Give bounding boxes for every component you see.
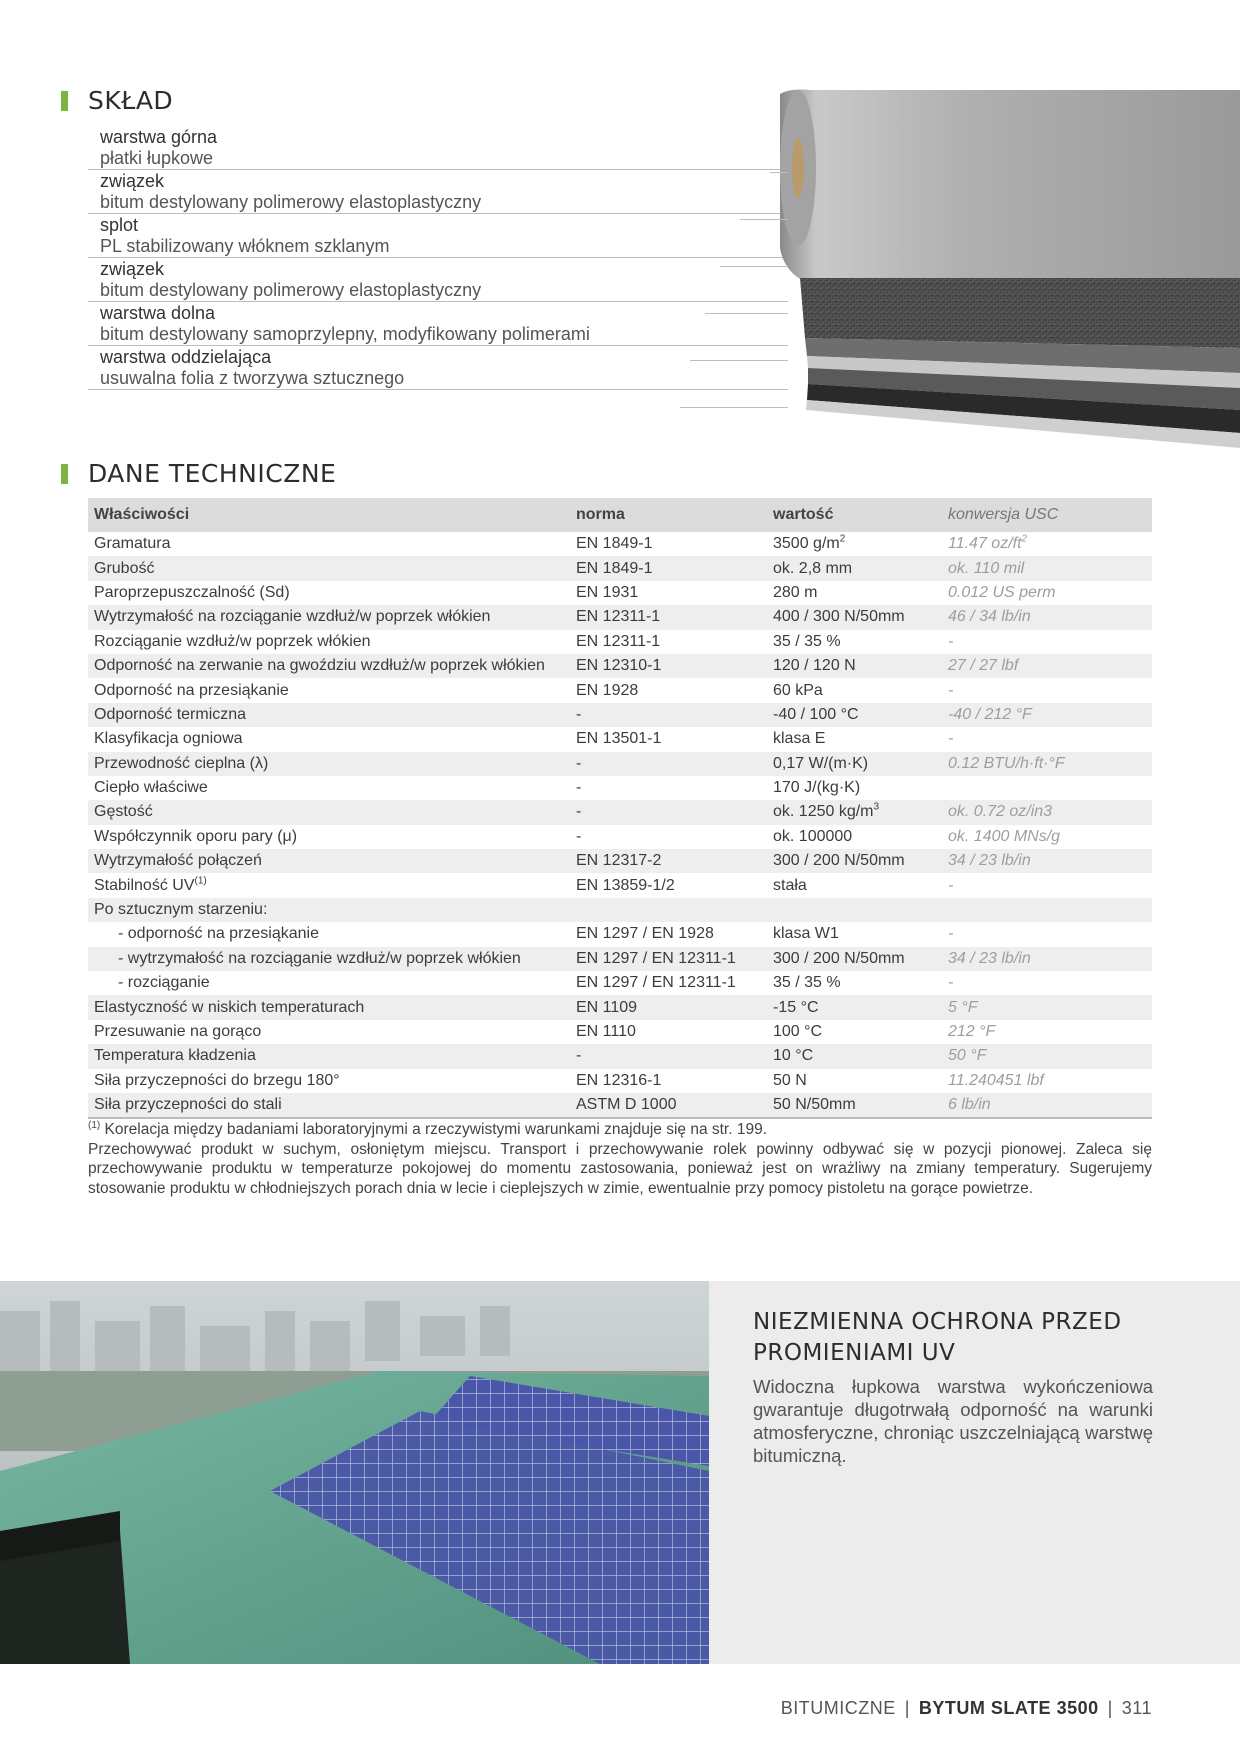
cell-property (88, 654, 570, 678)
cell-property (88, 776, 570, 800)
cell-norm-text: EN 12310-1 (576, 657, 662, 675)
cell-value (767, 922, 942, 946)
layer-name: warstwa górna (100, 127, 218, 147)
cell-norm (570, 581, 767, 605)
cell-usc (942, 800, 1152, 824)
uv-title: NIEZMIENNA OCHRONA PRZED PROMIENIAMI UV (753, 1309, 1122, 1366)
cell-property-text: Współczynnik oporu pary (μ) (94, 827, 298, 845)
cell-usc (942, 898, 1152, 922)
cell-usc (942, 581, 1152, 605)
cell-property-text: Wytrzymałość połączeń (94, 852, 262, 870)
cell-norm-text: ASTM D 1000 (576, 1096, 677, 1114)
cell-norm (570, 873, 767, 897)
layer-name: związek (100, 259, 165, 279)
cell-property (88, 703, 570, 727)
cell-value (767, 995, 942, 1019)
composition-layer (88, 258, 788, 302)
uv-protection-panel (709, 1281, 1240, 1664)
cell-value (767, 776, 942, 800)
cell-usc-text: 50 °F (948, 1047, 987, 1065)
cell-value-text: -40 / 100 °C (773, 705, 859, 723)
cell-property-text: Ciepło właściwe (94, 779, 208, 797)
cell-value-text: klasa E (773, 730, 826, 748)
table-row (88, 995, 1152, 1019)
cell-usc (942, 995, 1152, 1019)
cell-value-text: 50 N (773, 1071, 807, 1089)
cell-property (88, 922, 570, 946)
cell-norm (570, 947, 767, 971)
cell-value-text: 10 °C (773, 1047, 814, 1065)
cell-value (767, 1069, 942, 1093)
cell-usc-text: 11.47 oz/ft (948, 535, 1022, 553)
layer-description: bitum destylowany polimerowy elastoplastyczny (100, 280, 482, 300)
cell-property (88, 556, 570, 580)
cell-property (88, 630, 570, 654)
cell-norm-text: EN 1297 / EN 12311-1 (576, 974, 736, 992)
cell-property-text: Paroprzepuszczalność (Sd) (94, 583, 290, 601)
cell-value (767, 800, 942, 824)
cell-norm (570, 1069, 767, 1093)
cell-value-text: ok. 1250 kg/m (773, 803, 874, 821)
composition-layer (88, 346, 788, 390)
cell-norm-text: - (576, 754, 582, 772)
cell-value-text: 300 / 200 N/50mm (773, 949, 905, 967)
cell-norm-text: EN 12311-1 (576, 608, 661, 626)
footnotes (88, 1120, 1152, 1198)
cell-property-text: Rozciąganie wzdłuż/w poprzek włókien (94, 632, 371, 650)
cell-norm-text: - (576, 803, 582, 821)
cell-value-text: 35 / 35 % (773, 632, 841, 650)
cell-usc-text: -40 / 212 °F (948, 705, 1032, 723)
cell-property (88, 581, 570, 605)
cell-usc (942, 947, 1152, 971)
page-number: 311 (1121, 1698, 1152, 1718)
cell-value-text: 170 J/(kg·K) (773, 779, 861, 797)
cell-norm-text: EN 12311-1 (576, 632, 661, 650)
layer-name: splot (100, 215, 139, 235)
cell-norm-text: EN 1297 / EN 1928 (576, 925, 714, 943)
header-norm: norma (570, 498, 767, 532)
cell-value (767, 678, 942, 702)
superscript: 2 (839, 533, 846, 545)
cell-property (88, 1069, 570, 1093)
cell-norm-text: EN 1849-1 (576, 535, 653, 553)
cell-norm-text: EN 12316-1 (576, 1071, 662, 1089)
cell-usc (942, 849, 1152, 873)
technical-heading (61, 459, 336, 488)
table-row (88, 849, 1152, 873)
cell-usc-text: 6 lb/in (948, 1096, 991, 1114)
table-row (88, 1020, 1152, 1044)
cell-value (767, 947, 942, 971)
cell-value (767, 630, 942, 654)
storage-note: Przechowywać produkt w suchym, osłoniętym miejscu. Transport i przechowywanie rolek powinny odbywać się w pozycji pionowej. Zaleca się przechowywanie produktu w temperaturze pokojowej do momentu zastosowania, ponieważ jest on wrażliwy na zmiany temperatury. Sugerujemy stosowanie produktu w chłodniejszych porach dnia w lecie i cieplejszych w zimie, ewentualnie przy pomocy pistoletu na gorące powietrze. (88, 1140, 1152, 1197)
cell-property-text: Elastyczność w niskich temperaturach (94, 998, 365, 1016)
cell-norm-text: - (576, 827, 582, 845)
composition-heading (61, 86, 173, 115)
cell-value (767, 1020, 942, 1044)
cell-norm-text: EN 1109 (576, 998, 638, 1016)
cell-value-text: 100 °C (773, 1023, 823, 1040)
superscript: 2 (1021, 533, 1028, 545)
footnote-1 (88, 1120, 1152, 1140)
technical-title: DANE TECHNICZNE (88, 459, 337, 488)
cell-value-text: 50 N/50mm (773, 1096, 856, 1114)
cell-value-text: 3500 g/m (773, 535, 840, 553)
cell-property-text: Temperatura kładzenia (94, 1047, 256, 1065)
layer-name: warstwa dolna (100, 303, 216, 323)
cell-usc-text: ok. 0.72 oz/in3 (948, 803, 1053, 821)
page-footer (781, 1698, 1152, 1719)
leader-line (705, 313, 788, 314)
cell-value-text: klasa W1 (773, 925, 839, 943)
cell-usc (942, 1069, 1152, 1093)
leader-line (770, 172, 788, 173)
cell-norm (570, 776, 767, 800)
cell-norm-text: EN 13501-1 (576, 730, 662, 748)
cell-property (88, 1093, 570, 1118)
cell-property-text: Wytrzymałość na rozciąganie wzdłuż/w poprzek włókien (94, 608, 491, 626)
leader-line (680, 407, 788, 408)
cell-usc-text: - (948, 632, 954, 650)
cell-norm (570, 654, 767, 678)
cell-property-text: - rozciąganie (118, 974, 210, 992)
cell-usc-text: - (948, 730, 954, 748)
layer-description: bitum destylowany polimerowy elastoplastyczny (100, 192, 482, 212)
cell-property-text: Siła przyczepności do brzegu 180° (94, 1071, 340, 1089)
cell-property (88, 947, 570, 971)
cell-usc-text: 27 / 27 lbf (948, 657, 1019, 675)
cell-value (767, 825, 942, 849)
table-row (88, 776, 1152, 800)
section-marker (61, 464, 68, 484)
table-row (88, 678, 1152, 702)
cell-value-text: 35 / 35 % (773, 974, 841, 992)
cell-property (88, 605, 570, 629)
table-row (88, 1093, 1152, 1118)
cell-value-text: stała (773, 876, 807, 894)
cell-property (88, 727, 570, 751)
cell-usc-text: 34 / 23 lb/in (948, 949, 1031, 967)
table-row (88, 873, 1152, 897)
cell-property-text: Po sztucznym starzeniu: (94, 901, 268, 919)
cell-value (767, 971, 942, 995)
cell-norm-text: EN 1928 (576, 681, 639, 699)
leader-line (740, 219, 788, 220)
cell-property (88, 971, 570, 995)
table-row (88, 703, 1152, 727)
cell-usc-text: 11.240451 lbf (948, 1071, 1044, 1089)
cell-norm (570, 825, 767, 849)
table-row (88, 532, 1152, 556)
footnote-marker: (1) (88, 1119, 101, 1131)
cell-norm-text: - (576, 779, 582, 797)
cell-value-text: 60 kPa (773, 681, 823, 699)
cell-norm (570, 605, 767, 629)
cell-property (88, 995, 570, 1019)
composition-layer (88, 170, 788, 214)
cell-value (767, 581, 942, 605)
cell-value (767, 605, 942, 629)
leader-line (690, 360, 788, 361)
cell-norm (570, 630, 767, 654)
cell-property-text: Siła przyczepności do stali (94, 1096, 282, 1114)
footer-separator: | (904, 1698, 910, 1718)
cell-norm-text: - (576, 705, 582, 723)
cell-value (767, 1093, 942, 1118)
uv-description: Widoczna łupkowa warstwa wykończeniowa gwarantuje długotrwałą odporność na warunki atmosferyczne, chroniąc uszczelniającą warstwę bitumiczną. (753, 1376, 1153, 1466)
layer-description: PL stabilizowany włóknem szklanym (100, 236, 390, 256)
layer-name: warstwa oddzielająca (100, 347, 272, 367)
cell-value (767, 898, 942, 922)
cell-norm (570, 1093, 767, 1118)
cell-value-text: -15 °C (773, 998, 819, 1016)
composition-list (88, 126, 788, 390)
footer-separator: | (1107, 1698, 1113, 1718)
cell-norm-text: EN 1849-1 (576, 559, 653, 577)
cell-usc (942, 1020, 1152, 1044)
cell-value-text: 280 m (773, 583, 818, 601)
cell-property (88, 873, 570, 897)
cell-value-text: ok. 100000 (773, 827, 853, 845)
cell-usc-text: - (948, 681, 954, 699)
cell-norm (570, 727, 767, 751)
cell-norm-text: EN 12317-2 (576, 852, 662, 870)
cell-norm-text: EN 1110 (576, 1023, 636, 1040)
table-row (88, 605, 1152, 629)
cell-value (767, 752, 942, 776)
table-row (88, 556, 1152, 580)
cell-usc (942, 556, 1152, 580)
cell-property-text: Gramatura (94, 535, 171, 553)
table-row (88, 1044, 1152, 1068)
cell-property (88, 898, 570, 922)
layer-description: bitum destylowany samoprzylepny, modyfikowany polimerami (100, 324, 590, 344)
cell-norm (570, 995, 767, 1019)
cell-value (767, 727, 942, 751)
footer-product: BYTUM SLATE 3500 (918, 1698, 1099, 1718)
cell-property (88, 800, 570, 824)
cell-usc-text: 46 / 34 lb/in (948, 608, 1031, 626)
table-row (88, 581, 1152, 605)
cell-property-text: Klasyfikacja ogniowa (94, 730, 243, 748)
cell-usc (942, 605, 1152, 629)
cell-value (767, 849, 942, 873)
cell-usc (942, 776, 1152, 800)
cell-usc (942, 971, 1152, 995)
cell-norm (570, 1044, 767, 1068)
section-marker (61, 91, 68, 111)
cell-value-text: 120 / 120 N (773, 657, 856, 675)
table-row (88, 825, 1152, 849)
table-row (88, 971, 1152, 995)
cell-norm (570, 556, 767, 580)
cell-property (88, 825, 570, 849)
footer-category: BITUMICZNE (780, 1698, 896, 1718)
cell-usc-text: - (948, 925, 954, 943)
cell-usc (942, 825, 1152, 849)
cell-norm (570, 752, 767, 776)
cell-usc (942, 630, 1152, 654)
table-row (88, 630, 1152, 654)
header-usc: konwersja USC (942, 498, 1152, 532)
cell-property-text: Odporność na zerwanie na gwoździu wzdłuż/w poprzek włókien (94, 657, 545, 675)
membrane-roll-image (760, 88, 1240, 458)
cell-norm (570, 800, 767, 824)
table-row (88, 800, 1152, 824)
cell-value (767, 532, 942, 556)
layer-description: płatki łupkowe (100, 148, 214, 168)
cell-property-text: - wytrzymałość na rozciąganie wzdłuż/w poprzek włókien (118, 949, 521, 967)
table-row (88, 898, 1152, 922)
technical-data-table (88, 498, 1152, 1119)
table-row (88, 727, 1152, 751)
header-property: Właściwości (88, 498, 570, 532)
cell-value (767, 703, 942, 727)
cell-property (88, 1020, 570, 1044)
cell-property-text: Grubość (94, 559, 155, 577)
layer-name: związek (100, 171, 165, 191)
cell-norm-text: EN 1297 / EN 12311-1 (576, 949, 736, 967)
cell-property (88, 678, 570, 702)
cell-usc (942, 873, 1152, 897)
cell-usc-text: 34 / 23 lb/in (948, 852, 1031, 870)
cell-usc (942, 1044, 1152, 1068)
table-row (88, 752, 1152, 776)
table-row (88, 947, 1152, 971)
rooftop-solar-photo (0, 1281, 709, 1664)
footnote-text: Korelacja między badaniami laboratoryjnymi a rzeczywistymi warunkami znajduje się na str. 199. (100, 1121, 768, 1138)
cell-property-text: Odporność na przesiąkanie (94, 681, 289, 699)
cell-norm (570, 532, 767, 556)
cell-usc-text: 0.12 BTU/h·ft·°F (948, 754, 1065, 772)
cell-property (88, 532, 570, 556)
cell-norm (570, 898, 767, 922)
cell-property (88, 849, 570, 873)
cell-property-text: Odporność termiczna (94, 705, 247, 723)
composition-layer (88, 302, 788, 346)
cell-usc (942, 703, 1152, 727)
cell-usc (942, 654, 1152, 678)
cell-usc-text: 5 °F (948, 998, 978, 1016)
cell-property-text: Przesuwanie na gorąco (94, 1023, 262, 1040)
cell-usc (942, 752, 1152, 776)
composition-title: SKŁAD (88, 86, 174, 115)
cell-usc-text: 0.012 US perm (948, 583, 1056, 601)
leader-line (720, 266, 788, 267)
cell-norm (570, 703, 767, 727)
cell-usc-text: ok. 1400 MNs/g (948, 827, 1061, 845)
cell-norm (570, 971, 767, 995)
table-row (88, 922, 1152, 946)
cell-usc-text: ok. 110 mil (948, 559, 1025, 577)
cell-value-text: 0,17 W/(m·K) (773, 754, 869, 772)
table-row (88, 1069, 1152, 1093)
cell-property-text: Przewodność cieplna (λ) (94, 754, 269, 772)
cell-usc-text: - (948, 876, 954, 894)
table-header-row (88, 498, 1152, 532)
cell-norm (570, 1020, 767, 1044)
cell-value-text: 300 / 200 N/50mm (773, 852, 905, 870)
cell-usc (942, 922, 1152, 946)
composition-layer (88, 214, 788, 258)
superscript: (1) (194, 875, 207, 887)
cell-value (767, 556, 942, 580)
cell-usc (942, 532, 1152, 556)
table-row (88, 654, 1152, 678)
cell-property-text: Gęstość (94, 803, 153, 821)
cell-property-text: - odporność na przesiąkanie (118, 925, 320, 943)
cell-property (88, 752, 570, 776)
cell-value (767, 1044, 942, 1068)
cell-norm (570, 849, 767, 873)
cell-norm (570, 922, 767, 946)
cell-value-text: ok. 2,8 mm (773, 559, 853, 577)
cell-property (88, 1044, 570, 1068)
cell-norm-text: - (576, 1047, 582, 1065)
cell-value (767, 654, 942, 678)
header-value: wartość (767, 498, 942, 532)
cell-value-text: 400 / 300 N/50mm (773, 608, 905, 626)
superscript: 3 (873, 802, 880, 814)
cell-usc (942, 678, 1152, 702)
cell-value (767, 873, 942, 897)
cell-usc (942, 1093, 1152, 1118)
layer-description: usuwalna folia z tworzywa sztucznego (100, 368, 405, 388)
composition-layer (88, 126, 788, 170)
cell-norm (570, 678, 767, 702)
cell-property-text: Stabilność UV (94, 876, 195, 894)
cell-norm-text: EN 13859-1/2 (576, 876, 675, 894)
cell-usc-text: - (948, 974, 954, 992)
cell-usc (942, 727, 1152, 751)
cell-norm-text: EN 1931 (576, 583, 639, 601)
cell-usc-text: 212 °F (948, 1023, 996, 1040)
